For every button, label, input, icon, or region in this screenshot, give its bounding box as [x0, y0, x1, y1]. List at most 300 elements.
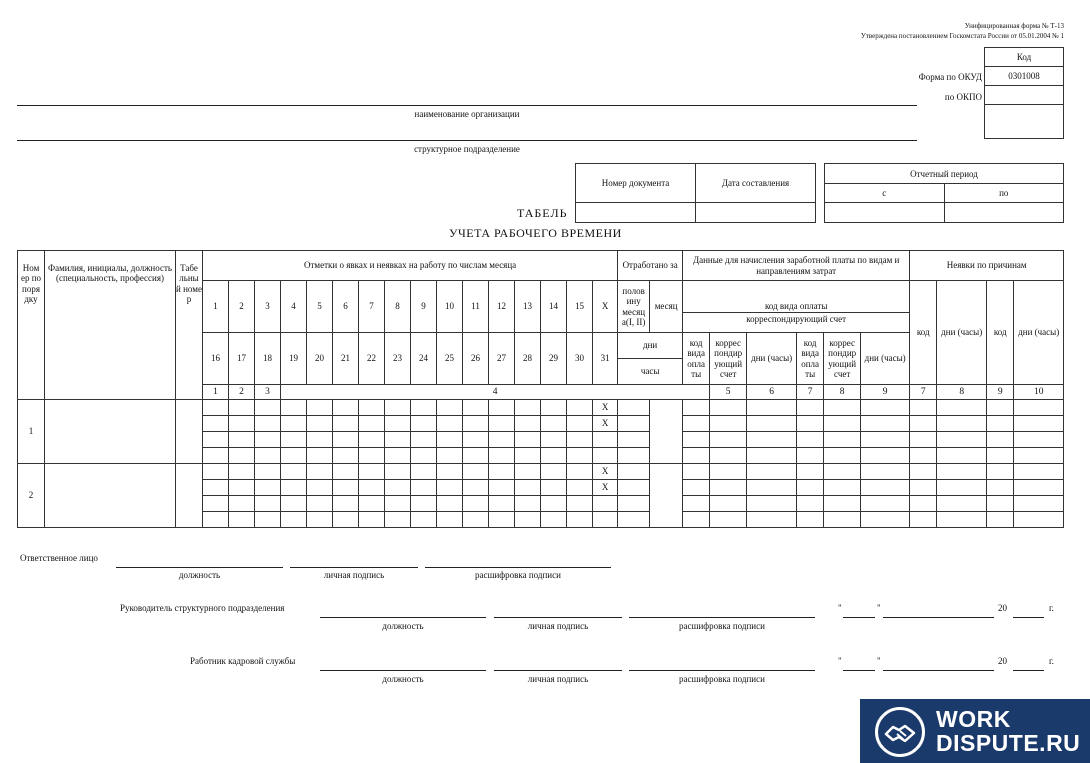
worked-half-cell[interactable]	[618, 496, 650, 512]
day-mark-cell[interactable]	[203, 480, 229, 496]
day-mark-cell[interactable]	[229, 432, 255, 448]
corr-account-label: корреспондирующий счет	[746, 314, 847, 324]
date-month-line[interactable]	[883, 617, 994, 618]
absence-code-header: код	[987, 281, 1014, 385]
payroll-cell[interactable]	[824, 416, 861, 432]
day-mark-cell[interactable]	[359, 416, 385, 432]
hr-decoding-line[interactable]	[629, 670, 815, 671]
day-mark-cell[interactable]	[593, 496, 618, 512]
payroll-cell[interactable]	[861, 496, 910, 512]
day-mark-cell[interactable]	[437, 512, 463, 528]
responsible-position-line[interactable]	[116, 567, 283, 568]
day-mark-cell[interactable]	[437, 496, 463, 512]
worked-half-cell[interactable]	[618, 512, 650, 528]
payroll-cell[interactable]	[824, 448, 861, 464]
day-mark-cell[interactable]	[359, 496, 385, 512]
payroll-cell[interactable]	[747, 400, 797, 416]
absence-cell[interactable]	[1014, 512, 1064, 528]
day-mark-cell[interactable]	[541, 496, 567, 512]
day-mark-cell[interactable]	[541, 416, 567, 432]
day-mark-cell[interactable]	[333, 432, 359, 448]
col-number: 8	[824, 385, 861, 400]
day-mark-cell[interactable]	[255, 512, 281, 528]
doc-number-label: Номер документа	[576, 164, 696, 203]
day-cell: 5	[307, 281, 333, 333]
col-tab-header: Табе льны й номе р	[176, 251, 203, 400]
day-mark-cell[interactable]	[385, 416, 411, 432]
day-mark-cell[interactable]	[515, 416, 541, 432]
day-mark-cell[interactable]	[411, 432, 437, 448]
absence-cell[interactable]	[987, 432, 1014, 448]
payroll-cell[interactable]	[710, 400, 747, 416]
dept-caption: структурное подразделение	[414, 144, 520, 154]
day-mark-cell[interactable]	[411, 416, 437, 432]
day-mark-cell[interactable]	[515, 432, 541, 448]
payroll-cell[interactable]	[824, 496, 861, 512]
day-mark-cell[interactable]	[567, 448, 593, 464]
day-mark-cell[interactable]	[411, 496, 437, 512]
worked-half-cell[interactable]	[618, 416, 650, 432]
payroll-cell[interactable]	[747, 416, 797, 432]
responsible-decoding-line[interactable]	[425, 567, 611, 568]
day-mark-cell[interactable]	[203, 432, 229, 448]
day-cell: 10	[437, 281, 463, 333]
col-number: 1	[203, 385, 229, 400]
day-mark-cell[interactable]	[567, 400, 593, 416]
payroll-cell[interactable]	[710, 464, 747, 480]
day-cell: 6	[333, 281, 359, 333]
day-mark-cell[interactable]	[385, 400, 411, 416]
day-mark-cell[interactable]	[281, 432, 307, 448]
day-mark-cell[interactable]	[593, 512, 618, 528]
day-mark-cell[interactable]	[489, 480, 515, 496]
day-mark-cell[interactable]	[307, 496, 333, 512]
period-from-label: с	[825, 184, 945, 203]
day-mark-cell[interactable]	[203, 512, 229, 528]
day-mark-cell[interactable]	[385, 464, 411, 480]
period-title: Отчетный период	[825, 164, 1064, 184]
payroll-cell[interactable]	[683, 480, 710, 496]
day-mark-cell[interactable]	[463, 432, 489, 448]
day-mark-cell[interactable]	[307, 432, 333, 448]
day-mark-cell[interactable]	[411, 448, 437, 464]
day-mark-cell[interactable]	[307, 448, 333, 464]
col-num-header: Ном ер по поря дку	[18, 251, 45, 400]
absence-cell[interactable]	[987, 480, 1014, 496]
day-mark-cell[interactable]	[333, 448, 359, 464]
day-mark-cell[interactable]	[255, 480, 281, 496]
day-mark-cell[interactable]	[515, 512, 541, 528]
payroll-cell[interactable]	[683, 512, 710, 528]
day-mark-cell[interactable]	[307, 512, 333, 528]
day-mark-cell[interactable]	[385, 512, 411, 528]
timesheet-body	[18, 400, 1064, 528]
absence-cell[interactable]	[987, 416, 1014, 432]
day-mark-cell[interactable]	[255, 448, 281, 464]
day-mark-cell[interactable]	[567, 496, 593, 512]
absence-cell[interactable]	[910, 464, 937, 480]
day-mark-cell[interactable]	[307, 400, 333, 416]
payroll-cell[interactable]	[710, 480, 747, 496]
absence-cell[interactable]	[1014, 416, 1064, 432]
day-mark-cell[interactable]	[385, 480, 411, 496]
hr-position-line[interactable]	[320, 670, 486, 671]
day-mark-cell[interactable]	[489, 432, 515, 448]
day-mark-cell[interactable]	[489, 400, 515, 416]
dept-head-signature-line[interactable]	[494, 617, 622, 618]
payroll-cell[interactable]	[683, 400, 710, 416]
day-cell: 22	[359, 333, 385, 385]
day-mark-cell[interactable]	[489, 448, 515, 464]
absence-code-header: код	[910, 281, 937, 385]
day-mark-cell[interactable]	[359, 480, 385, 496]
dept-line[interactable]	[17, 140, 917, 141]
watermark-line1: WORK	[936, 706, 1011, 732]
payroll-cell[interactable]	[683, 448, 710, 464]
day-mark-cell[interactable]	[255, 400, 281, 416]
day-mark-cell[interactable]	[463, 416, 489, 432]
col-number: 4	[281, 385, 710, 400]
absence-cell[interactable]	[1014, 480, 1064, 496]
col-number: 8	[937, 385, 987, 400]
day-mark-cell[interactable]	[255, 432, 281, 448]
date-day-line[interactable]	[843, 670, 875, 671]
employee-name-cell[interactable]	[45, 400, 176, 464]
day-mark-cell[interactable]	[463, 400, 489, 416]
payroll-cell[interactable]	[747, 448, 797, 464]
absence-days-header: дни (часы)	[1014, 281, 1064, 385]
absence-cell[interactable]	[910, 480, 937, 496]
col-number: 7	[797, 385, 824, 400]
day-mark-cell[interactable]	[203, 416, 229, 432]
day-mark-cell[interactable]	[567, 464, 593, 480]
day-mark-cell[interactable]	[437, 400, 463, 416]
day-mark-cell[interactable]	[489, 464, 515, 480]
day-mark-cell[interactable]	[281, 416, 307, 432]
day-mark-x[interactable]: X	[593, 464, 618, 480]
payroll-cell[interactable]	[797, 416, 824, 432]
payroll-cell[interactable]	[797, 432, 824, 448]
payroll-cell[interactable]	[861, 448, 910, 464]
date-quote-close: "	[877, 603, 881, 613]
absence-cell[interactable]	[910, 432, 937, 448]
payroll-cell[interactable]	[683, 416, 710, 432]
absence-cell[interactable]	[1014, 448, 1064, 464]
col-number: 9	[987, 385, 1014, 400]
signature-caption: личная подпись	[527, 674, 589, 684]
worked-half-cell[interactable]	[618, 400, 650, 416]
day-mark-cell[interactable]	[437, 448, 463, 464]
payroll-cell[interactable]	[861, 464, 910, 480]
absence-cell[interactable]	[910, 448, 937, 464]
signature-caption: личная подпись	[527, 621, 589, 631]
day-mark-cell[interactable]	[229, 400, 255, 416]
day-mark-cell[interactable]	[463, 512, 489, 528]
payroll-cell[interactable]	[861, 512, 910, 528]
hr-signature-line[interactable]	[494, 670, 622, 671]
day-mark-cell[interactable]	[411, 464, 437, 480]
worked-month-cell[interactable]	[650, 464, 683, 528]
doc-date-label: Дата составления	[696, 164, 816, 203]
day-mark-cell[interactable]	[203, 448, 229, 464]
day-mark-cell[interactable]	[515, 496, 541, 512]
worked-half-cell[interactable]	[618, 464, 650, 480]
payroll-cell[interactable]	[747, 432, 797, 448]
pay-sub-code: код вида опла ты	[797, 333, 824, 385]
worked-half-cell[interactable]	[618, 480, 650, 496]
absence-cell[interactable]	[987, 464, 1014, 480]
payroll-cell[interactable]	[797, 400, 824, 416]
day-mark-cell[interactable]	[463, 464, 489, 480]
day-mark-cell[interactable]	[359, 448, 385, 464]
absence-cell[interactable]	[937, 496, 987, 512]
day-mark-cell[interactable]	[463, 496, 489, 512]
day-mark-cell[interactable]	[567, 512, 593, 528]
day-mark-cell[interactable]	[229, 448, 255, 464]
position-caption: должность	[178, 570, 221, 580]
day-mark-cell[interactable]	[541, 432, 567, 448]
day-mark-x[interactable]: X	[593, 480, 618, 496]
day-cell: 9	[411, 281, 437, 333]
day-mark-cell[interactable]	[515, 480, 541, 496]
day-mark-cell[interactable]	[307, 480, 333, 496]
absence-cell[interactable]	[987, 448, 1014, 464]
doc-date-value[interactable]	[696, 203, 816, 223]
day-mark-cell[interactable]	[229, 512, 255, 528]
day-mark-cell[interactable]	[307, 464, 333, 480]
payroll-cell[interactable]	[824, 480, 861, 496]
day-mark-cell[interactable]	[411, 512, 437, 528]
day-mark-cell[interactable]	[281, 400, 307, 416]
payroll-cell[interactable]	[747, 480, 797, 496]
date-year-line[interactable]	[1013, 670, 1044, 671]
day-mark-cell[interactable]	[281, 480, 307, 496]
day-mark-cell[interactable]	[255, 496, 281, 512]
day-cell: 16	[203, 333, 229, 385]
day-mark-cell[interactable]	[333, 496, 359, 512]
absence-cell[interactable]	[910, 512, 937, 528]
day-mark-cell[interactable]	[333, 416, 359, 432]
day-mark-cell[interactable]	[359, 432, 385, 448]
day-mark-cell[interactable]	[281, 464, 307, 480]
absence-cell[interactable]	[1014, 432, 1064, 448]
day-mark-cell[interactable]	[541, 400, 567, 416]
payroll-cell[interactable]	[710, 448, 747, 464]
doc-number-box	[575, 163, 816, 223]
day-mark-cell[interactable]	[229, 464, 255, 480]
payroll-cell[interactable]	[861, 480, 910, 496]
day-mark-cell[interactable]	[489, 512, 515, 528]
absence-cell[interactable]	[987, 496, 1014, 512]
day-mark-cell[interactable]	[255, 464, 281, 480]
day-mark-cell[interactable]	[385, 448, 411, 464]
payroll-cell[interactable]	[710, 432, 747, 448]
day-cell: 15	[567, 281, 593, 333]
date-month-line[interactable]	[883, 670, 994, 671]
payroll-cell[interactable]	[747, 496, 797, 512]
employee-tab-number[interactable]	[176, 400, 203, 464]
day-mark-cell[interactable]	[541, 512, 567, 528]
day-mark-cell[interactable]	[229, 480, 255, 496]
watermark-badge	[860, 699, 1090, 763]
date-day-line[interactable]	[843, 617, 875, 618]
absence-cell[interactable]	[1014, 496, 1064, 512]
payroll-cell[interactable]	[747, 464, 797, 480]
payroll-cell[interactable]	[683, 496, 710, 512]
responsible-signature-line[interactable]	[290, 567, 418, 568]
col-payroll-header: Данные для начисления заработной платы по видам и направлениям затрат	[683, 251, 910, 281]
doc-number-value[interactable]	[576, 203, 696, 223]
payroll-cell[interactable]	[824, 432, 861, 448]
day-mark-cell[interactable]	[359, 400, 385, 416]
absence-cell[interactable]	[937, 464, 987, 480]
pay-sub-days: дни (часы)	[861, 333, 910, 385]
payroll-cell[interactable]	[797, 464, 824, 480]
row-number: 1	[18, 400, 45, 464]
date-year-line[interactable]	[1013, 617, 1044, 618]
payroll-cell[interactable]	[797, 480, 824, 496]
employee-tab-number[interactable]	[176, 464, 203, 528]
dept-head-position-line[interactable]	[320, 617, 486, 618]
unified-form-label: Унифицированная форма № Т-13	[964, 22, 1064, 30]
day-mark-x[interactable]: X	[593, 400, 618, 416]
day-mark-cell[interactable]	[333, 512, 359, 528]
day-mark-cell[interactable]	[385, 496, 411, 512]
day-mark-cell[interactable]	[541, 448, 567, 464]
dept-head-decoding-line[interactable]	[629, 617, 815, 618]
col-number: 5	[710, 385, 747, 400]
day-mark-cell[interactable]	[437, 464, 463, 480]
payroll-cell[interactable]	[861, 400, 910, 416]
pay-sub-code: код вида опла ты	[683, 333, 710, 385]
day-mark-cell[interactable]	[255, 416, 281, 432]
day-cell: 31	[593, 333, 618, 385]
day-mark-cell[interactable]	[437, 480, 463, 496]
day-mark-cell[interactable]	[333, 400, 359, 416]
payroll-cell[interactable]	[824, 512, 861, 528]
absence-cell[interactable]	[937, 512, 987, 528]
day-mark-cell[interactable]	[515, 448, 541, 464]
period-from-value[interactable]	[825, 203, 945, 223]
worked-half-cell[interactable]	[618, 432, 650, 448]
day-mark-cell[interactable]	[515, 464, 541, 480]
day-cell: 13	[515, 281, 541, 333]
absence-cell[interactable]	[937, 448, 987, 464]
org-name-line[interactable]	[17, 105, 917, 106]
day-mark-cell[interactable]	[437, 432, 463, 448]
org-name-caption: наименование организации	[414, 109, 520, 119]
day-mark-cell[interactable]	[203, 496, 229, 512]
worked-month-cell[interactable]	[650, 400, 683, 464]
payroll-cell[interactable]	[710, 512, 747, 528]
day-mark-cell[interactable]	[281, 496, 307, 512]
day-mark-cell[interactable]	[489, 496, 515, 512]
day-mark-cell[interactable]	[203, 400, 229, 416]
period-to-value[interactable]	[944, 203, 1064, 223]
payroll-cell[interactable]	[824, 464, 861, 480]
day-mark-cell[interactable]	[567, 432, 593, 448]
payroll-cell[interactable]	[824, 400, 861, 416]
payroll-cell[interactable]	[797, 512, 824, 528]
day-mark-cell[interactable]	[489, 416, 515, 432]
code-extra-cell[interactable]	[985, 105, 1064, 139]
absence-cell[interactable]	[910, 496, 937, 512]
day-cell-x: X	[593, 281, 618, 333]
absence-cell[interactable]	[910, 400, 937, 416]
day-mark-cell[interactable]	[463, 448, 489, 464]
employee-name-cell[interactable]	[45, 464, 176, 528]
okud-value[interactable]: 0301008	[985, 67, 1064, 86]
day-mark-cell[interactable]	[359, 464, 385, 480]
day-cell: 23	[385, 333, 411, 385]
pay-sub-corr: коррес пондир ующий счет	[824, 333, 861, 385]
day-mark-cell[interactable]	[593, 432, 618, 448]
day-mark-cell[interactable]	[281, 512, 307, 528]
day-cell: 28	[515, 333, 541, 385]
day-mark-cell[interactable]	[567, 480, 593, 496]
day-mark-cell[interactable]	[333, 464, 359, 480]
absence-cell[interactable]	[1014, 464, 1064, 480]
day-mark-cell[interactable]	[515, 400, 541, 416]
day-cell: 4	[281, 281, 307, 333]
payroll-cell[interactable]	[797, 448, 824, 464]
payroll-cell[interactable]	[683, 464, 710, 480]
okud-label: Форма по ОКУД	[918, 72, 982, 82]
day-mark-cell[interactable]	[411, 400, 437, 416]
day-mark-cell[interactable]	[203, 464, 229, 480]
payroll-cell[interactable]	[710, 496, 747, 512]
day-mark-cell[interactable]	[541, 480, 567, 496]
absence-cell[interactable]	[987, 512, 1014, 528]
day-mark-cell[interactable]	[229, 416, 255, 432]
absence-cell[interactable]	[910, 416, 937, 432]
okpo-value[interactable]	[985, 86, 1064, 105]
absence-cell[interactable]	[987, 400, 1014, 416]
day-mark-cell[interactable]	[541, 464, 567, 480]
day-mark-cell[interactable]	[463, 480, 489, 496]
payroll-cell[interactable]	[861, 432, 910, 448]
pay-code-group	[683, 281, 910, 333]
day-mark-cell[interactable]	[437, 416, 463, 432]
col-absence-header: Неявки по причинам	[910, 251, 1064, 281]
day-mark-cell[interactable]	[359, 512, 385, 528]
payroll-cell[interactable]	[861, 416, 910, 432]
absence-cell[interactable]	[937, 416, 987, 432]
worked-half-cell[interactable]	[618, 448, 650, 464]
day-mark-cell[interactable]	[385, 432, 411, 448]
day-mark-cell[interactable]	[229, 496, 255, 512]
period-to-label: по	[944, 184, 1064, 203]
day-mark-cell[interactable]	[333, 480, 359, 496]
payroll-cell[interactable]	[710, 416, 747, 432]
absence-cell[interactable]	[1014, 400, 1064, 416]
day-mark-x[interactable]: X	[593, 416, 618, 432]
col-worked-header: Отработано за	[618, 251, 683, 281]
absence-cell[interactable]	[937, 432, 987, 448]
payroll-cell[interactable]	[747, 512, 797, 528]
day-mark-cell[interactable]	[281, 448, 307, 464]
day-mark-cell[interactable]	[411, 480, 437, 496]
day-mark-cell[interactable]	[567, 416, 593, 432]
payroll-cell[interactable]	[683, 432, 710, 448]
day-mark-cell[interactable]	[593, 448, 618, 464]
day-mark-cell[interactable]	[307, 416, 333, 432]
absence-cell[interactable]	[937, 400, 987, 416]
period-box	[824, 163, 1064, 223]
payroll-cell[interactable]	[797, 496, 824, 512]
day-cell: 26	[463, 333, 489, 385]
absence-cell[interactable]	[937, 480, 987, 496]
